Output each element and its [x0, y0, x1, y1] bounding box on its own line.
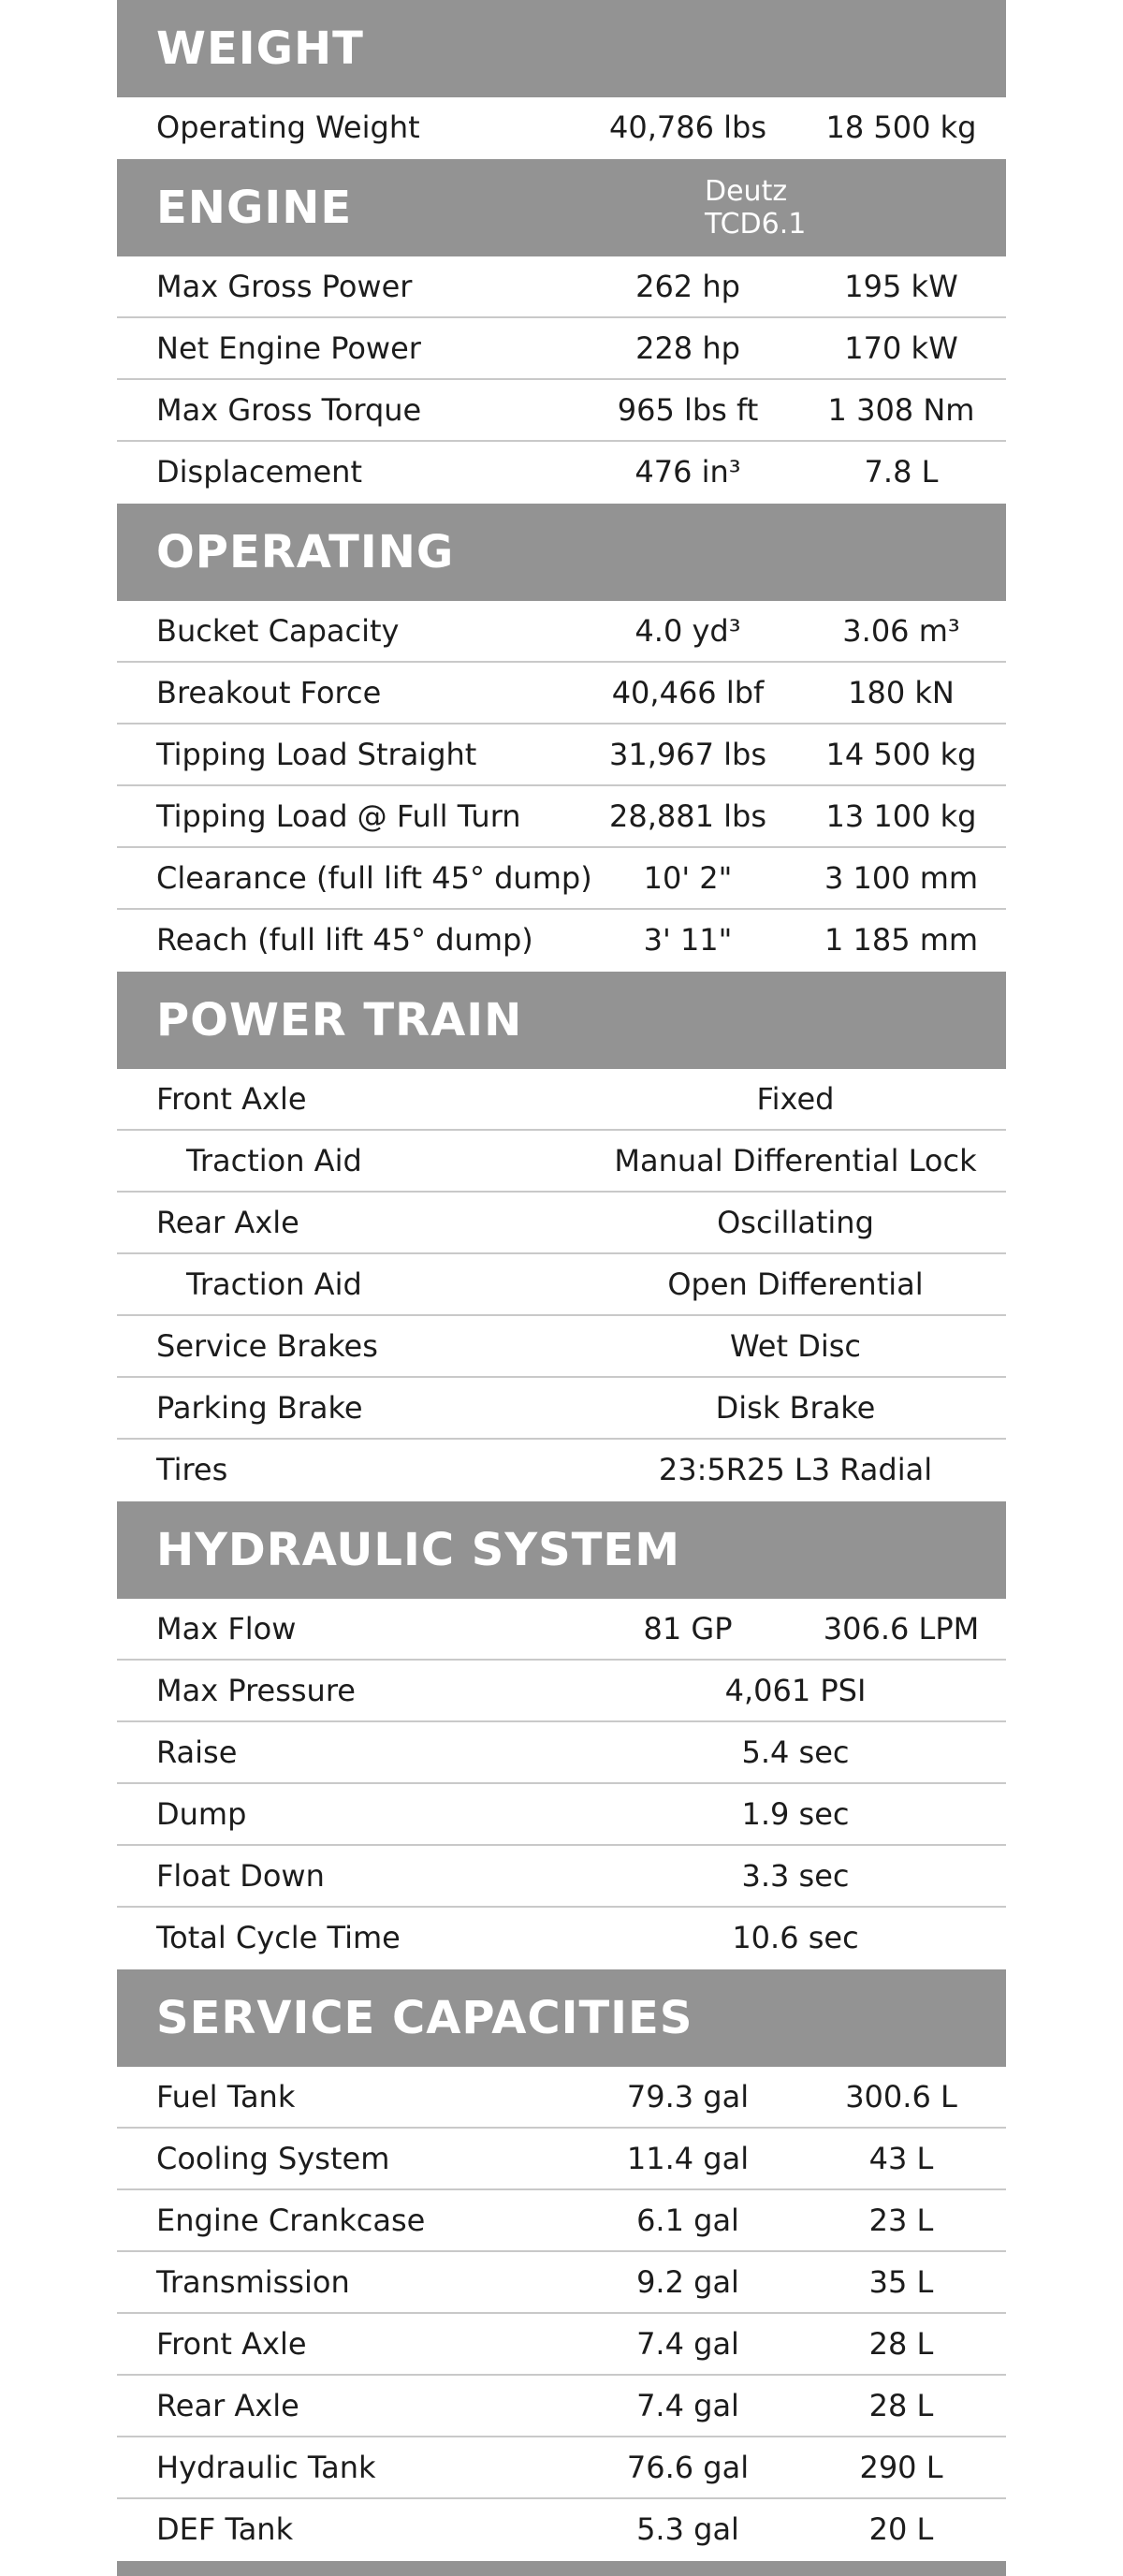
spec-value: Disk Brake	[715, 1390, 876, 1426]
spec-label: Traction Aid	[186, 1266, 362, 1302]
spec-metric-value: 35 L	[868, 2264, 934, 2300]
section-header-service-capacities	[117, 1969, 1006, 2067]
spec-imperial-value: 9.2 gal	[636, 2264, 739, 2300]
spec-row	[117, 1193, 1006, 1254]
spec-metric-value: 28 L	[868, 2326, 934, 2362]
spec-label: Bucket Capacity	[156, 613, 400, 649]
spec-label: Clearance (full lift 45° dump)	[156, 860, 592, 896]
spec-label: Parking Brake	[156, 1390, 363, 1426]
spec-imperial-value: 40,786 lbs	[608, 110, 766, 145]
spec-row	[117, 724, 1006, 786]
spec-metric-value: 13 100 kg	[825, 798, 977, 834]
spec-label: DEF Tank	[156, 2511, 294, 2547]
spec-row	[117, 97, 1006, 159]
spec-row	[117, 1908, 1006, 1969]
spec-label: Operating Weight	[156, 110, 420, 145]
section-note: Deutz TCD6.1	[705, 175, 807, 241]
spec-row	[117, 1131, 1006, 1193]
spec-imperial-value: 262 hp	[635, 269, 740, 304]
spec-sheet	[117, 0, 1006, 2576]
spec-metric-value: 43 L	[868, 2141, 934, 2176]
spec-imperial-value: 7.4 gal	[636, 2388, 739, 2423]
spec-imperial-value: 7.4 gal	[636, 2326, 739, 2362]
spec-row	[117, 1316, 1006, 1378]
spec-imperial-value: 11.4 gal	[626, 2141, 750, 2176]
spec-metric-value: 180 kN	[848, 675, 955, 710]
section-title: OPERATING	[156, 526, 455, 578]
spec-row	[117, 2499, 1006, 2561]
spec-row	[117, 1599, 1006, 1661]
spec-label: Tires	[156, 1452, 228, 1487]
spec-row	[117, 1069, 1006, 1131]
spec-row	[117, 848, 1006, 910]
spec-metric-value: 195 kW	[844, 269, 958, 304]
spec-metric-value: 300.6 L	[845, 2079, 957, 2115]
spec-value: Manual Differential Lock	[614, 1143, 977, 1178]
spec-value: Open Differential	[667, 1266, 924, 1302]
spec-label: Rear Axle	[156, 1205, 299, 1240]
spec-row	[117, 1784, 1006, 1846]
spec-row	[117, 2252, 1006, 2314]
spec-label: Net Engine Power	[156, 330, 421, 366]
spec-label: Front Axle	[156, 1081, 307, 1117]
spec-imperial-value: 5.3 gal	[636, 2511, 739, 2547]
spec-label: Service Brakes	[156, 1328, 378, 1364]
spec-metric-value: 14 500 kg	[825, 737, 977, 772]
section-header-hydraulic-system	[117, 1501, 1006, 1599]
spec-label: Front Axle	[156, 2326, 307, 2362]
spec-row	[117, 380, 1006, 442]
section-title: ENGINE	[156, 182, 353, 234]
spec-row	[117, 442, 1006, 504]
section-title: HYDRAULIC SYSTEM	[156, 1524, 680, 1576]
spec-metric-value: 3 100 mm	[824, 860, 979, 896]
spec-metric-value: 1 185 mm	[824, 922, 979, 958]
spec-metric-value: 18 500 kg	[825, 110, 977, 145]
spec-metric-value: 170 kW	[844, 330, 958, 366]
spec-label: Engine Crankcase	[156, 2203, 426, 2238]
spec-metric-value: 7.8 L	[864, 454, 939, 490]
spec-imperial-value: 228 hp	[635, 330, 740, 366]
section-header-operating	[117, 504, 1006, 601]
spec-metric-value: 290 L	[859, 2450, 943, 2485]
spec-imperial-value: 81 GP	[643, 1611, 733, 1647]
spec-imperial-value: 476 in³	[634, 454, 741, 490]
spec-row	[117, 2376, 1006, 2437]
spec-imperial-value: 76.6 gal	[626, 2450, 750, 2485]
spec-value: 3.3 sec	[741, 1858, 850, 1894]
spec-row	[117, 2190, 1006, 2252]
spec-imperial-value: 79.3 gal	[626, 2079, 750, 2115]
spec-imperial-value: 31,967 lbs	[608, 737, 766, 772]
spec-label: Tipping Load @ Full Turn	[156, 798, 521, 834]
section-title: POWER TRAIN	[156, 994, 523, 1046]
spec-row	[117, 2067, 1006, 2129]
spec-metric-value: 28 L	[868, 2388, 934, 2423]
spec-label: Total Cycle Time	[156, 1920, 401, 1955]
spec-label: Displacement	[156, 454, 362, 490]
spec-label: Cooling System	[156, 2141, 390, 2176]
spec-metric-value: 20 L	[868, 2511, 934, 2547]
spec-value: 4,061 PSI	[724, 1673, 867, 1708]
spec-imperial-value: 28,881 lbs	[608, 798, 766, 834]
spec-value: 23:5R25 L3 Radial	[658, 1452, 933, 1487]
spec-metric-value: 1 308 Nm	[827, 392, 975, 428]
spec-row	[117, 1661, 1006, 1722]
spec-row	[117, 318, 1006, 380]
spec-label: Max Gross Torque	[156, 392, 422, 428]
spec-value: Fixed	[756, 1081, 835, 1117]
spec-value: Wet Disc	[730, 1328, 861, 1364]
section-header-weight	[117, 0, 1006, 97]
spec-label: Rear Axle	[156, 2388, 299, 2423]
spec-label: Float Down	[156, 1858, 325, 1894]
spec-value: 1.9 sec	[741, 1796, 850, 1832]
spec-imperial-value: 4.0 yd³	[634, 613, 741, 649]
spec-metric-value: 23 L	[868, 2203, 934, 2238]
spec-row	[117, 601, 1006, 663]
spec-value: 5.4 sec	[741, 1734, 850, 1770]
spec-row	[117, 663, 1006, 724]
spec-metric-value: 306.6 LPM	[823, 1611, 980, 1647]
spec-label: Fuel Tank	[156, 2079, 296, 2115]
section-header-engine	[117, 159, 1006, 256]
spec-row	[117, 910, 1006, 972]
spec-row	[117, 1722, 1006, 1784]
bottom-divider-strip	[117, 2561, 1006, 2576]
spec-label: Raise	[156, 1734, 238, 1770]
spec-row	[117, 256, 1006, 318]
section-header-power-train	[117, 972, 1006, 1069]
spec-imperial-value: 3' 11"	[643, 922, 733, 958]
section-title: WEIGHT	[156, 22, 364, 75]
spec-label: Traction Aid	[186, 1143, 362, 1178]
section-title: SERVICE CAPACITIES	[156, 1992, 693, 2044]
spec-imperial-value: 6.1 gal	[636, 2203, 739, 2238]
spec-label: Max Pressure	[156, 1673, 356, 1708]
spec-label: Max Gross Power	[156, 269, 413, 304]
spec-value: Oscillating	[717, 1205, 874, 1240]
spec-label: Transmission	[156, 2264, 350, 2300]
spec-label: Reach (full lift 45° dump)	[156, 922, 533, 958]
spec-label: Tipping Load Straight	[156, 737, 477, 772]
spec-row	[117, 1378, 1006, 1440]
spec-label: Dump	[156, 1796, 247, 1832]
spec-label: Max Flow	[156, 1611, 297, 1647]
spec-row	[117, 1846, 1006, 1908]
spec-row	[117, 1440, 1006, 1501]
spec-value: 10.6 sec	[732, 1920, 859, 1955]
spec-label: Breakout Force	[156, 675, 382, 710]
spec-metric-value: 3.06 m³	[842, 613, 960, 649]
spec-imperial-value: 10' 2"	[643, 860, 733, 896]
spec-label: Hydraulic Tank	[156, 2450, 376, 2485]
spec-row	[117, 2437, 1006, 2499]
spec-row	[117, 2129, 1006, 2190]
spec-row	[117, 2314, 1006, 2376]
spec-imperial-value: 40,466 lbf	[611, 675, 765, 710]
spec-imperial-value: 965 lbs ft	[617, 392, 759, 428]
spec-row	[117, 1254, 1006, 1316]
spec-row	[117, 786, 1006, 848]
